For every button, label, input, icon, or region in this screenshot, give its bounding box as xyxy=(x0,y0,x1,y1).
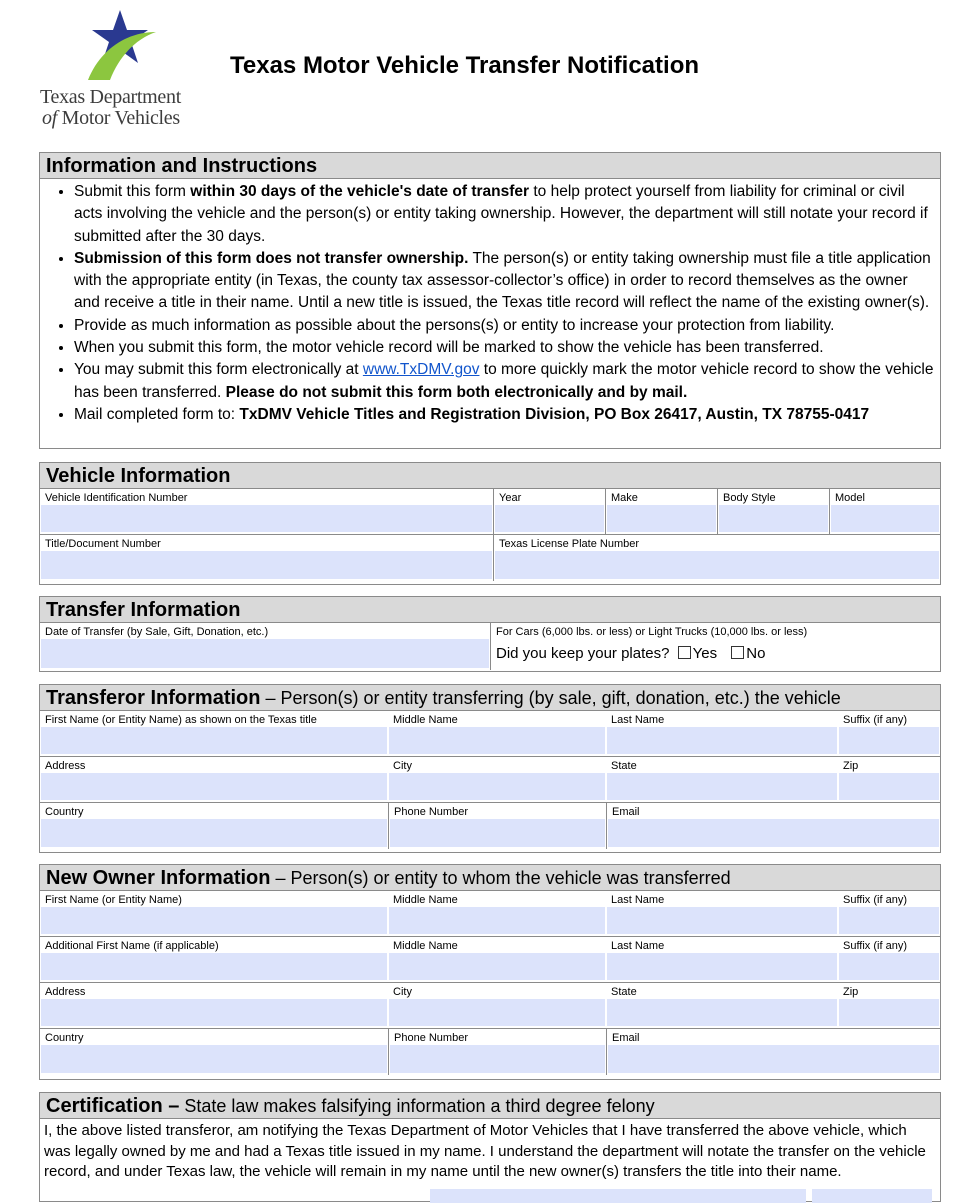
new-owner-phone-field[interactable]: Phone Number xyxy=(388,1029,606,1075)
new-owner-email-field[interactable]: Email xyxy=(606,1029,940,1075)
section-heading: Transferor Information – Person(s) or entity transferring (by sale, gift, donation, etc.) the vehicle xyxy=(40,685,940,711)
instructions-list xyxy=(40,179,940,426)
cars-trucks-label: For Cars (6,000 lbs. or less) or Light Trucks (10,000 lbs. or less) xyxy=(496,626,808,638)
model-field[interactable]: Model xyxy=(829,489,940,534)
transferor-row-3 xyxy=(40,803,940,849)
list-item: • Mail completed form to: TxDMV Vehicle Titles and Registration Division, PO Box 26417, Austin, TX 78755-0417 xyxy=(74,404,936,426)
new-owner-state-field[interactable]: State xyxy=(606,983,838,1028)
yes-checkbox[interactable] xyxy=(678,646,691,659)
transferor-middle-name-field[interactable]: Middle Name xyxy=(388,711,606,756)
new-owner-country-field[interactable]: Country xyxy=(40,1029,388,1075)
new-owner-row-2 xyxy=(40,937,940,983)
list-item: • Submission of this form does not transfer ownership. The person(s) or entity taking ownership must file a title application with the appropriate entity (in Texas, the county tax assessor-collector’s office) in order to record themselves as the owner and receive a title in their name. Until a new title is issued, the Texas title record will reflect the name of the existing owner(s). xyxy=(74,248,936,315)
logo-text-line1: Texas Department xyxy=(40,86,181,108)
vehicle-row-2 xyxy=(40,535,940,581)
certification-section xyxy=(39,1092,941,1202)
section-heading: Transfer Information xyxy=(40,597,940,623)
no-checkbox[interactable] xyxy=(731,646,744,659)
vin-field[interactable]: Vehicle Identification Number xyxy=(40,489,493,534)
new-owner-address-field[interactable]: Address xyxy=(40,983,388,1028)
transferor-phone-field[interactable]: Phone Number xyxy=(388,803,606,849)
body-style-field[interactable]: Body Style xyxy=(717,489,829,534)
transferor-email-field[interactable]: Email xyxy=(606,803,940,849)
transferor-last-name-field[interactable]: Last Name xyxy=(606,711,838,756)
page-title: Texas Motor Vehicle Transfer Notification xyxy=(230,52,700,79)
no-label: No xyxy=(746,645,766,662)
new-owner-suffix-field[interactable]: Suffix (if any) xyxy=(838,891,940,936)
plates-cell xyxy=(490,623,940,670)
star-logo-icon xyxy=(82,6,164,86)
new-owner-section xyxy=(39,864,941,1080)
title-document-number-field[interactable]: Title/Document Number xyxy=(40,535,493,581)
transfer-section xyxy=(39,596,941,672)
section-heading: Vehicle Information xyxy=(40,463,940,489)
txdmv-link[interactable]: www.TxDMV.gov xyxy=(362,361,480,379)
additional-suffix-field[interactable]: Suffix (if any) xyxy=(838,937,940,982)
transferor-suffix-field[interactable]: Suffix (if any) xyxy=(838,711,940,756)
transferor-address-field[interactable]: Address xyxy=(40,757,388,802)
new-owner-row-3 xyxy=(40,983,940,1029)
section-heading: Certification – State law makes falsifying information a third degree felony xyxy=(40,1093,940,1119)
list-item: • Provide as much information as possible about the persons(s) or entity to increase your protection from liability. xyxy=(74,315,936,337)
list-item: • When you submit this form, the motor vehicle record will be marked to show the vehicle has been transferred. xyxy=(74,337,936,359)
new-owner-first-name-field[interactable]: First Name (or Entity Name) xyxy=(40,891,388,936)
transferor-state-field[interactable]: State xyxy=(606,757,838,802)
transferor-row-1 xyxy=(40,711,940,757)
transferor-zip-field[interactable]: Zip xyxy=(838,757,940,802)
yes-label: Yes xyxy=(692,645,718,662)
transferor-city-field[interactable]: City xyxy=(388,757,606,802)
new-owner-row-4 xyxy=(40,1029,940,1075)
license-plate-field[interactable]: Texas License Plate Number xyxy=(493,535,940,581)
vehicle-section xyxy=(39,462,941,585)
new-owner-city-field[interactable]: City xyxy=(388,983,606,1028)
additional-last-name-field[interactable]: Last Name xyxy=(606,937,838,982)
additional-middle-name-field[interactable]: Middle Name xyxy=(388,937,606,982)
instructions-section xyxy=(39,152,941,449)
new-owner-last-name-field[interactable]: Last Name xyxy=(606,891,838,936)
vehicle-row-1 xyxy=(40,489,940,535)
logo-text-line2: of Motor Vehicles xyxy=(42,107,180,129)
new-owner-middle-name-field[interactable]: Middle Name xyxy=(388,891,606,936)
transferor-first-name-field[interactable]: First Name (or Entity Name) as shown on the Texas title xyxy=(40,711,388,756)
signature-date-field[interactable] xyxy=(812,1189,932,1203)
certification-text: I, the above listed transferor, am notifying the Texas Department of Motor Vehicles that I have transferred the above vehicle, which was legally owned by me and had a Texas title issued in my name. I understand the department will notate the transfer on the vehicle record, and under Texas law, the vehicle will remain in my name until the new owner(s) transfers the title into their name. xyxy=(44,1122,926,1180)
signature-field[interactable] xyxy=(430,1189,806,1203)
date-of-transfer-field[interactable]: Date of Transfer (by Sale, Gift, Donation, etc.) xyxy=(40,623,490,670)
year-field[interactable]: Year xyxy=(493,489,605,534)
transferor-country-field[interactable]: Country xyxy=(40,803,388,849)
list-item: • You may submit this form electronically at www.TxDMV.gov to more quickly mark the motor vehicle record to show the vehicle has been transferred. Please do not submit this form both electronically and by mail. xyxy=(74,359,936,404)
transferor-row-2 xyxy=(40,757,940,803)
txdmv-logo xyxy=(38,6,208,130)
section-heading: New Owner Information – Person(s) or entity to whom the vehicle was transferred xyxy=(40,865,940,891)
new-owner-zip-field[interactable]: Zip xyxy=(838,983,940,1028)
transferor-section xyxy=(39,684,941,853)
plates-question: Did you keep your plates? Yes No xyxy=(496,645,766,662)
section-heading: Information and Instructions xyxy=(40,153,940,179)
additional-first-name-field[interactable]: Additional First Name (if applicable) xyxy=(40,937,388,982)
new-owner-row-1 xyxy=(40,891,940,937)
list-item: • Submit this form within 30 days of the vehicle's date of transfer to help protect yourself from liability for criminal or civil acts involving the vehicle and the person(s) or entity taking ownership. However, the department will still notate your record if submitted after the 30 days. xyxy=(74,181,936,248)
transfer-row xyxy=(40,623,940,670)
make-field[interactable]: Make xyxy=(605,489,717,534)
